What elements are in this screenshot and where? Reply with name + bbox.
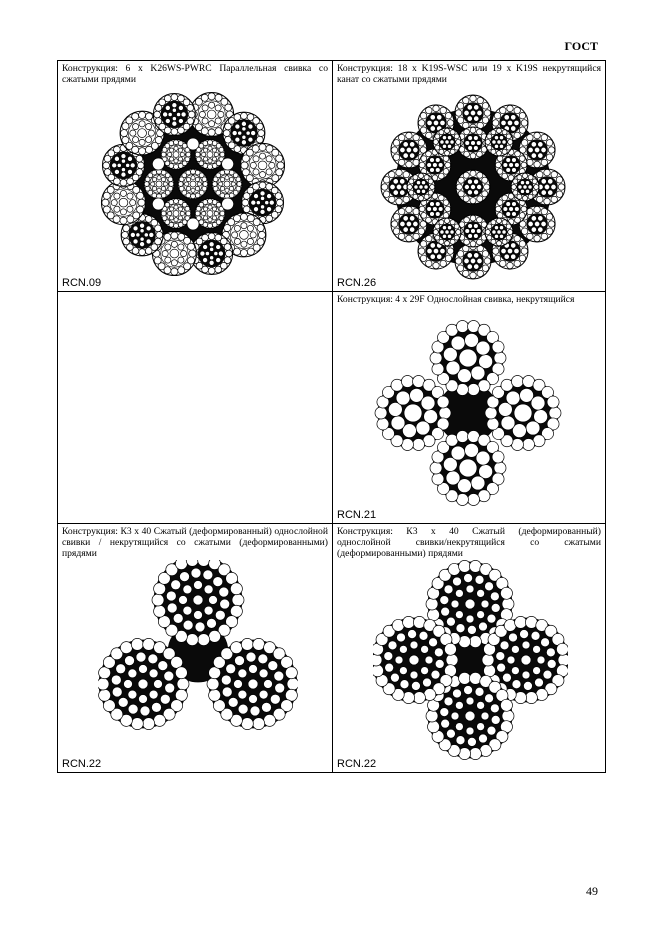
cell-rcn22-a (58, 524, 333, 773)
construction-caption: Конструкция: 6 х K26WS-PWRC Параллельная свивка со сжатыми прядями (62, 63, 328, 85)
rope-cross-section-figure (373, 318, 563, 508)
construction-caption: Конструкция: К3 х 40 Сжатый (деформированный) однослойной свивки / некрутящийся со сжатыми (деформированными) прядями (62, 526, 328, 559)
cell-rcn09 (58, 61, 333, 292)
rope-cross-section-figure (98, 89, 288, 279)
page-header: ГОСТ (564, 39, 598, 53)
page-number: 49 (586, 884, 598, 898)
rope-cross-section-figure (373, 560, 568, 760)
cell-rcn22-b (333, 524, 606, 773)
construction-caption: Конструкция: 18 х K19S-WSC или 19 х K19S некрутящийся канат со сжатыми прядями (337, 63, 601, 85)
rope-construction-table (57, 60, 606, 773)
rope-code: RCN.21 (337, 509, 377, 521)
construction-caption: Конструкция: К3 х 40 Сжатый (деформированный) однослойной свивки/некрутящийся со сжатыми (деформированными) прядями (337, 526, 601, 559)
rope-code: RCN.09 (62, 277, 102, 289)
cell-empty (58, 292, 333, 524)
rope-code: RCN.22 (62, 758, 102, 770)
rope-code: RCN.26 (337, 277, 377, 289)
cell-rcn26 (333, 61, 606, 292)
construction-caption: Конструкция: 4 х 29F Однослойная свивка, некрутящийся (337, 294, 575, 305)
rope-cross-section-figure (378, 89, 568, 284)
rope-code: RCN.22 (337, 758, 377, 770)
cell-rcn21 (333, 292, 606, 524)
rope-cross-section-figure (98, 560, 298, 745)
